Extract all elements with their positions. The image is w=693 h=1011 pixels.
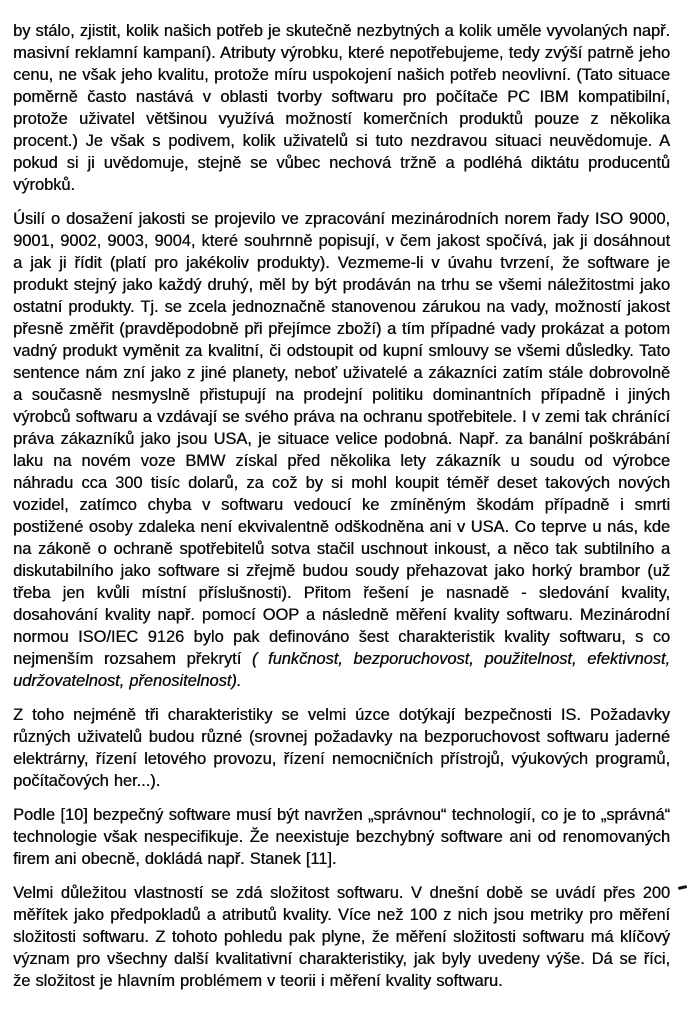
text-run: Velmi důležitou vlastností se zdá složitost softwaru. V dnešní době se uvádí přes 200 měřítek jako předpokladů a atributů kvality. Více než 100 z nich jsou metriky pro měření složitosti softwaru. Z tohoto pohledu pak plyne, že měření složitosti softwaru má klíčový význam pro všechny další kvalitativní charakteristiky, jak byly uvedeny výše. Dá se říci, že složitost je hlavním problémem v teorii i měření kvality softwaru. bbox=[13, 884, 670, 990]
text-run: Úsilí o dosažení jakosti se projevilo ve zpracování mezinárodních norem řady ISO 9000, 9001, 9002, 9003, 9004, které souhrnně popisují, v čem jakost spočívá, jak ji dosáhnout a jak ji řídit (platí pro jakékoliv produkty). Vezmeme-li v úvahu tvrzení, že software je produkt stejný jako každý druhý, měl by být prodáván na trhu se všemi náležitostmi jako ostatní produkty. Tj. se zcela jednoznačně stanovenou zárukou na vady, možností jakost přesně změřit (pravděpodobně při přejímce zboží) a tím případné vady prokázat a potom vadný produkt vyměnit za kvalitní, či odstoupit od kupní smlouvy se všemi důsledky. Tato sentence nám zní jako z jiné planety, neboť uživatelé a zákazníci zatím stále dobrovolně a současně nesmyslně přistupují na prodejní politiku dominantních případně i jiných výrobců softwaru a vzdávají se svého práva na ochranu spotřebitele. I v zemi tak chránící práva zákazníků jako jsou USA, je situace velice podobná. Např. za banální poškrábání laku na novém voze BMW získal před několika lety zákazník u soudu od výrobce náhradu cca 300 tisíc dolarů, za což by si mohl koupit téměř deset takových nových vozidel, zatímco chyba v softwaru vedoucí ke zmíněným škodám případně i smrti postižené osoby zdaleka není ekvivalentně odškodněna ani v USA. Co teprve u nás, kde na zákoně o ochraně spotřebitelů sotva stačil uschnout inkoust, a něco tak subtilního a diskutabilního jako software si zřejmě budou soudy přehazovat jako horký brambor (už třeba jen kvůli místní příslušnosti). Přitom řešení je nasnadě - sledování kvality, dosahování kvality např. pomocí OOP a následně měření kvality softwaru. Mezinárodní normou ISO/IEC 9126 bylo pak definováno šest charakteristik kvality softwaru, s co nejmenším rozsahem překrytí bbox=[13, 210, 670, 668]
paragraph bbox=[13, 208, 670, 692]
document-text-block bbox=[13, 20, 670, 992]
scan-artifact-mark bbox=[678, 885, 687, 890]
text-run: Podle [10] bezpečný software musí být navržen „správnou“ technologií, co je to „správná“ technologie však nespecifikuje. Že neexistuje bezchybný software ani od renomovaných firem ani obecně, dokládá např. Stanek [11]. bbox=[13, 806, 670, 868]
text-run: by stálo, zjistit, kolik našich potřeb je skutečně nezbytných a kolik uměle vyvolaných např. masivní reklamní kampaní). Atributy výrobku, které nepotřebujeme, tedy zvýší patrně jeho cenu, ne však jeho kvalitu, protože míru uspokojení našich potřeb neovlivní. (Tato situace poměrně často nastává v oblasti tvorby softwaru pro počítače PC IBM kompatibilní, protože uživatel většinou využívá možností komerčních produktů pouze z několika procent.) Je však s podivem, kolik uživatelů si tuto nezdravou situaci neuvědomuje. A pokud si ji uvědomuje, stejně se vůbec nechová tržně a podléhá diktátu producentů výrobků. bbox=[13, 22, 670, 194]
paragraph bbox=[13, 804, 670, 870]
paragraph bbox=[13, 20, 670, 196]
italic-text-run: ( funkčnost, bezporuchovost, použitelnost, efektivnost, udržovatelnost, přenositelnost). bbox=[13, 650, 671, 690]
text-run: Z toho nejméně tři charakteristiky se velmi úzce dotýkají bezpečnosti IS. Požadavky různých uživatelů budou různé (srovnej požadavky na bezporuchovost softwaru jaderné elektrárny, řízení letového provozu, řízení nemocničních přístrojů, výukových programů, počítačových her...). bbox=[13, 706, 670, 790]
paragraph bbox=[13, 704, 670, 792]
paragraph bbox=[13, 882, 670, 992]
